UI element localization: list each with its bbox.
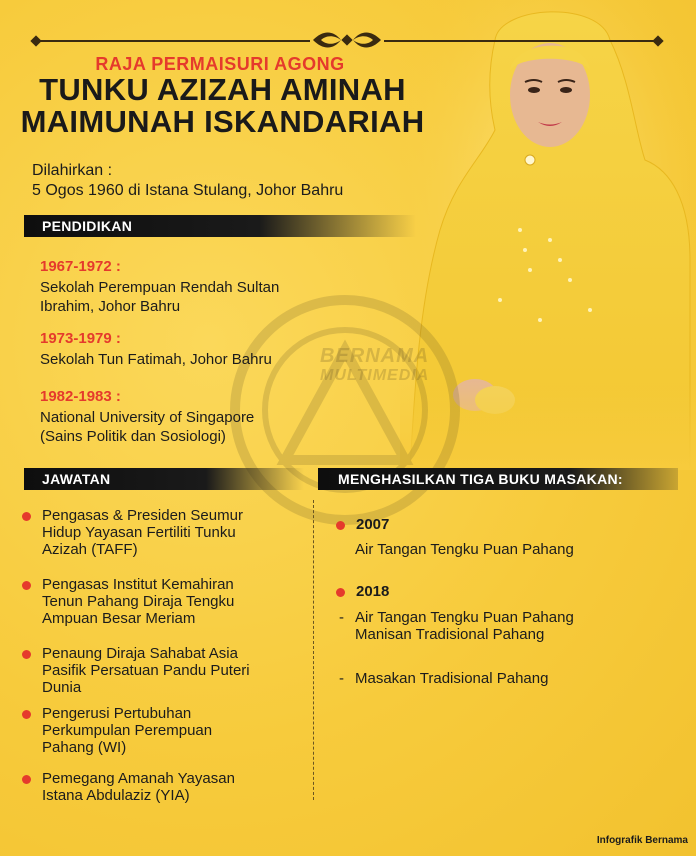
education-institution: National University of Singapore (Sains Politik dan Sosiologi): [40, 409, 255, 445]
watermark-text: BERNAMA MULTIMEDIA: [320, 345, 430, 384]
born-value: 5 Ogos 1960 di Istana Stulang, Johor Bahru: [32, 182, 344, 199]
positions-heading: JAWATAN: [24, 468, 304, 490]
subtitle: RAJA PERMAISURI AGONG: [95, 54, 345, 74]
credit-text: Infografik Bernama: [596, 835, 688, 846]
book-title: Air Tangan Tengku Puan Pahang: [355, 541, 574, 558]
dash-marker: -: [339, 670, 344, 687]
born-label: Dilahirkan :: [32, 162, 113, 179]
education-heading: PENDIDIKAN: [24, 215, 416, 237]
column-divider: [313, 500, 314, 800]
bullet-icon: [22, 581, 31, 590]
education-year: 1973-1979 :: [40, 330, 121, 347]
bullet-icon: [336, 521, 345, 530]
books-heading: MENGHASILKAN TIGA BUKU MASAKAN:: [318, 468, 678, 490]
book-title: Air Tangan Tengku Puan Pahang Manisan Tradisional Pahang: [355, 609, 574, 643]
title-line-2: MAIMUNAH ISKANDARIAH: [20, 104, 425, 139]
bullet-icon: [22, 512, 31, 521]
title-line-1: TUNKU AZIZAH AMINAH: [39, 72, 406, 107]
bullet-icon: [22, 710, 31, 719]
education-year: 1982-1983 :: [40, 388, 121, 405]
infographic-page: BERNAMA MULTIMEDIA RAJA PERMAISURI AGONG TUNKU AZIZAH AMINAH MAIMUNAH ISKANDARIAH Dilahirkan : 5 Ogos 1960 di Istana Stulang, Johor Bahru PENDIDIKAN 1967-1972 : Sekolah Perempuan Rendah Sultan Ibrahim, Johor Bahru 1973-1979 : Sekolah Tun Fatimah, Johor Bahru 1982-1983 : National University of Singapore (Sains Politik dan Sosiologi) JAWATAN Pengasas & Presiden Seumur Hidup Yayasan Fertiliti Tunku Azizah (TAFF) Pengasas Institut Kemahiran Tenun Pahang Diraja Tengku Ampuan Besar Meriam Penaung Diraja Sahabat Asia Pasifik Persatuan Pandu Puteri Dunia Pengerusi Pertubuhan Perkumpulan Perempuan Pahang (WI) Pemegang Amanah Yayasan Istana Abdulaziz (YIA) MENGHASILKAN TIGA BUKU MASAKAN: 2007 Air Tangan Tengku Puan Pahang 2018 - Air Tangan Tengku Puan Pahang Manisan Tradisional Pahang - Masakan Tradisional Pahang Infografik Bernama: [0, 0, 696, 856]
education-year: 1967-1972 :: [40, 258, 121, 275]
header-ornament: [32, 36, 662, 46]
education-institution: Sekolah Tun Fatimah, Johor Bahru: [40, 351, 272, 368]
bullet-icon: [22, 775, 31, 784]
book-title: Masakan Tradisional Pahang: [355, 670, 549, 687]
dash-marker: -: [339, 609, 344, 626]
education-institution: Sekolah Perempuan Rendah Sultan Ibrahim, Johor Bahru: [40, 279, 280, 315]
bullet-icon: [336, 588, 345, 597]
bullet-icon: [22, 650, 31, 659]
